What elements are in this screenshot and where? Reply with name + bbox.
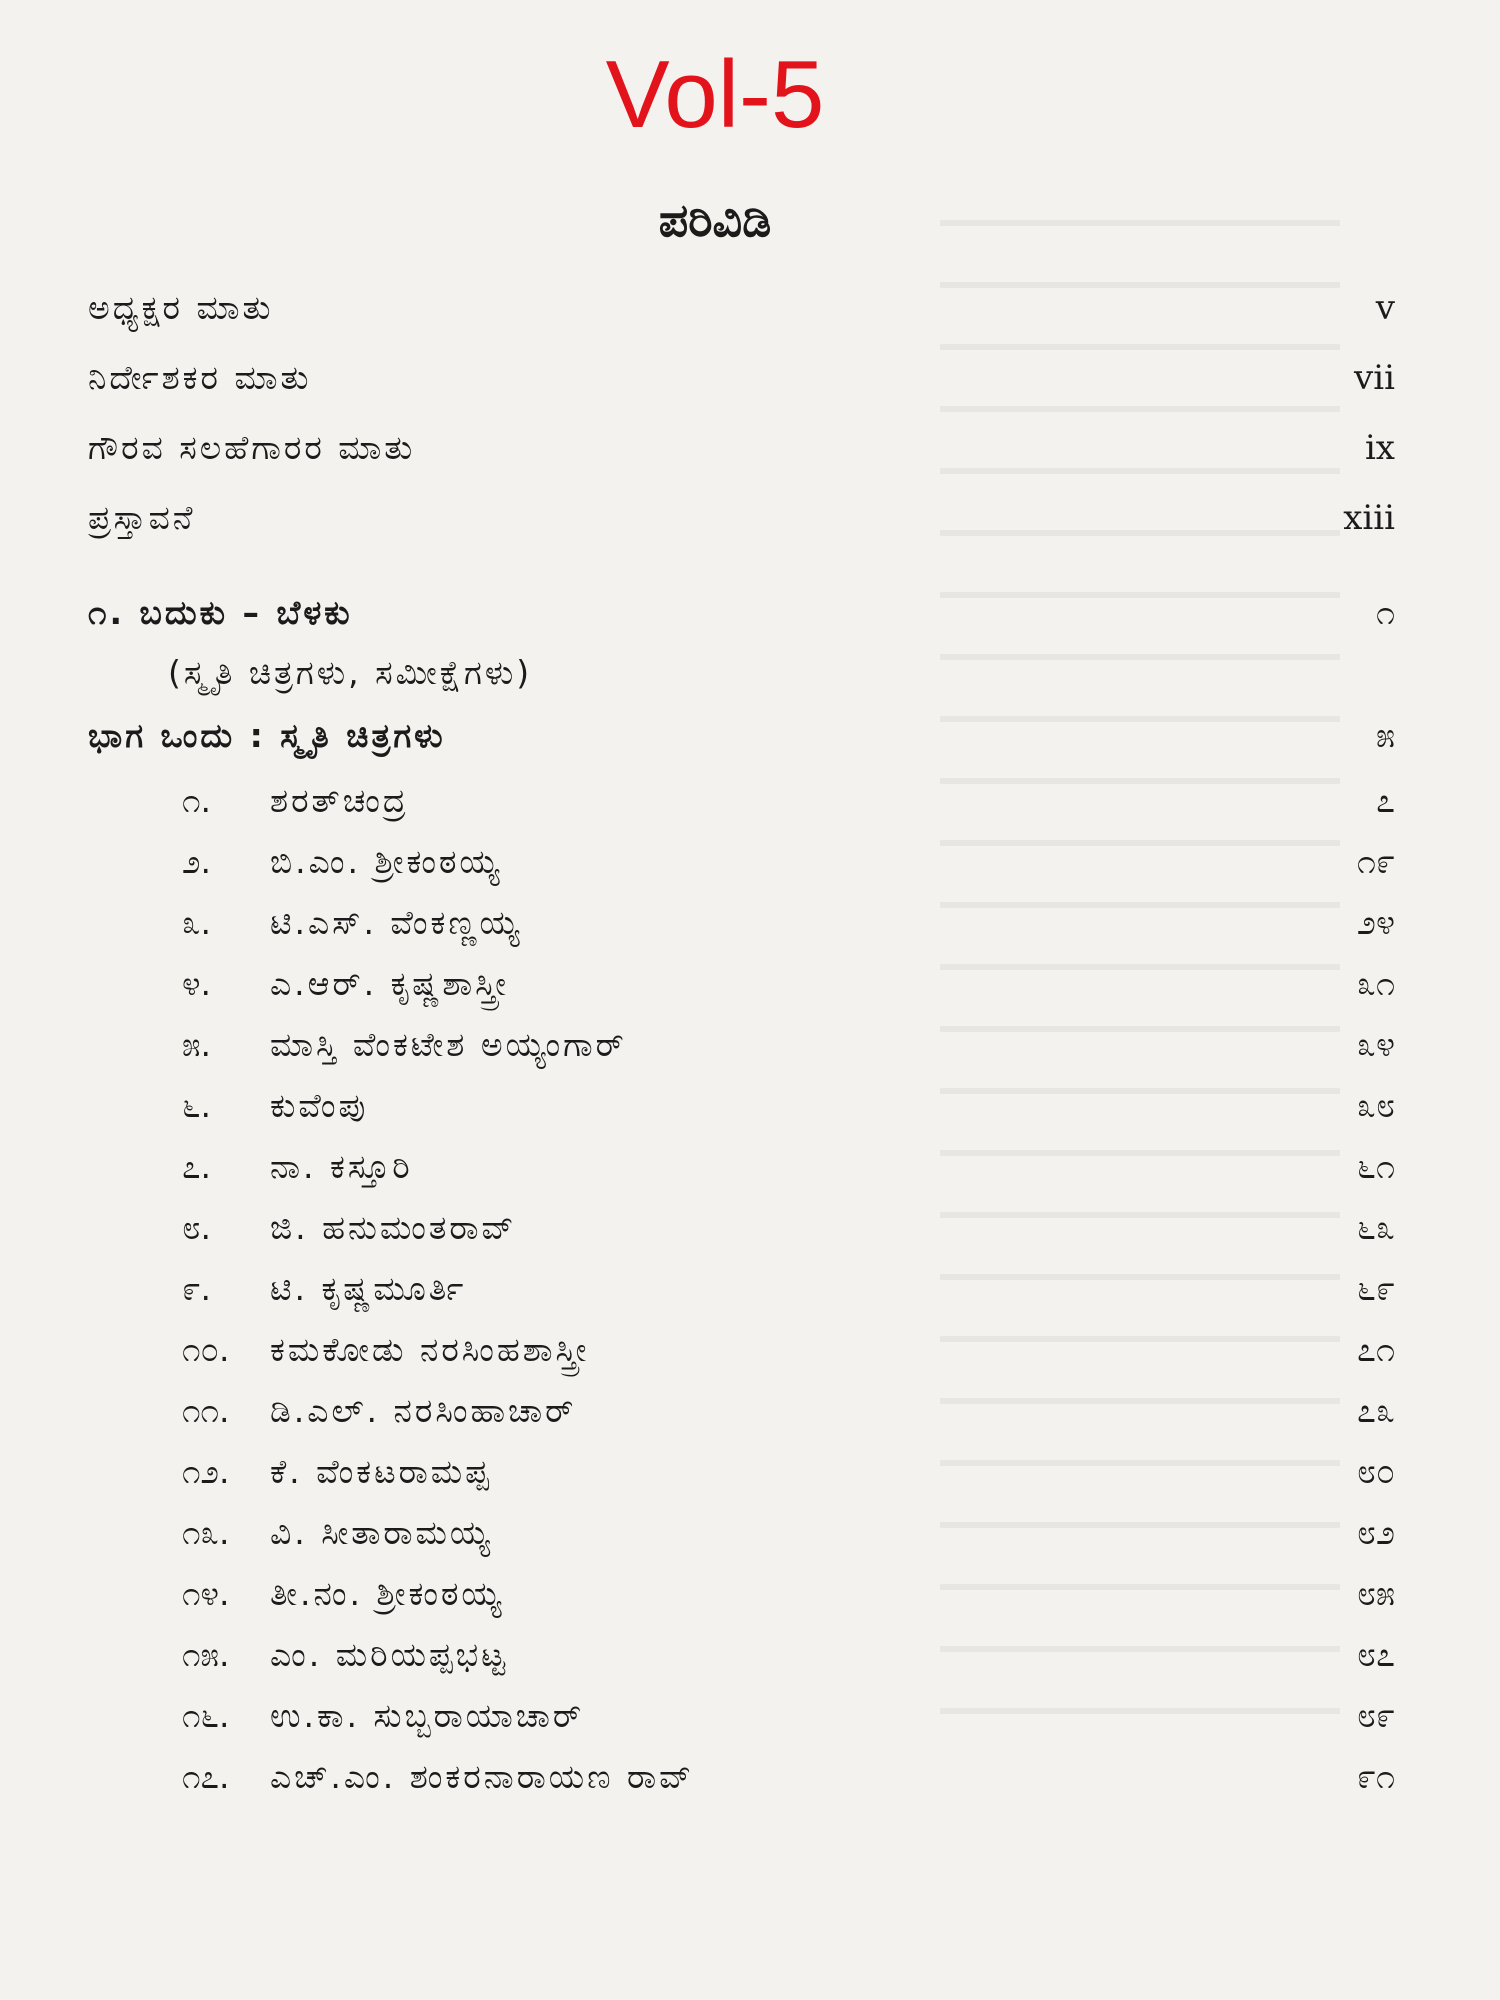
toc-page-number: ೮೯	[1356, 1696, 1395, 1736]
toc-entry-title: ಗೌರವ ಸಲಹೆಗಾರರ ಮಾತು	[88, 428, 416, 467]
entry-number: ೧೬.	[182, 1696, 230, 1735]
toc-page-number: ೫	[1375, 716, 1395, 756]
entry-number: ೧೫.	[182, 1635, 230, 1674]
entry-number: ೯.	[182, 1269, 211, 1308]
toc-page-number: ೬೩	[1356, 1208, 1395, 1248]
toc-entry-title: ಜಿ. ಹನುಮಂತರಾವ್	[270, 1208, 517, 1247]
entry-number: ೧೧.	[182, 1391, 230, 1430]
toc-page-number: ೭೩	[1356, 1391, 1395, 1431]
toc-page-number: ೩೪	[1356, 1025, 1395, 1065]
toc-page-number: ೭೧	[1356, 1330, 1395, 1370]
toc-page-number: ೮೨	[1356, 1513, 1395, 1553]
toc-row-entry-10[interactable]	[0, 1322, 1500, 1378]
toc-row-entry-3[interactable]	[0, 895, 1500, 951]
toc-page-number: ೮೦	[1356, 1452, 1395, 1492]
entry-number: ೭.	[182, 1147, 211, 1186]
toc-row-front-4[interactable]	[0, 490, 1500, 546]
entry-number: ೬.	[182, 1086, 211, 1125]
toc-row-entry-12[interactable]	[0, 1444, 1500, 1500]
toc-row-entry-17[interactable]	[0, 1749, 1500, 1805]
toc-page-number: ೩೧	[1356, 964, 1395, 1004]
toc-page-number: ೬೧	[1356, 1147, 1395, 1187]
toc-entry-title: ಎಚ್.ಎಂ. ಶಂಕರನಾರಾಯಣ ರಾವ್	[270, 1757, 695, 1796]
toc-row-entry-13[interactable]	[0, 1505, 1500, 1561]
toc-page-number: ೯೧	[1356, 1757, 1395, 1797]
toc-row-entry-14[interactable]	[0, 1566, 1500, 1622]
section-subtitle-row	[0, 645, 1500, 701]
entry-number: ೧೦.	[182, 1330, 230, 1369]
toc-page-number: ೩೮	[1356, 1086, 1395, 1126]
toc-entry-title: ವಿ. ಸೀತಾರಾಮಯ್ಯ	[270, 1513, 493, 1552]
toc-page-number: vii	[1354, 358, 1395, 398]
toc-entry-title: ಡಿ.ಎಲ್. ನರಸಿಂಹಾಚಾರ್	[270, 1391, 577, 1430]
toc-page-number: ೭	[1375, 781, 1395, 821]
toc-entry-title: ಅಧ್ಯಕ್ಷರ ಮಾತು	[88, 288, 274, 327]
toc-page-number: ix	[1364, 428, 1395, 468]
toc-entry-title: ನಿರ್ದೇಶಕರ ಮಾತು	[88, 358, 312, 397]
entry-number: ೧೨.	[182, 1452, 230, 1491]
toc-entry-title: ತೀ.ನಂ. ಶ್ರೀಕಂಠಯ್ಯ	[270, 1574, 505, 1613]
toc-row-entry-4[interactable]	[0, 956, 1500, 1012]
toc-entry-title: ಉ.ಕಾ. ಸುಬ್ಬರಾಯಾಚಾರ್	[270, 1696, 585, 1735]
toc-entry-title: ಮಾಸ್ತಿ ವೆಂಕಟೇಶ ಅಯ್ಯಂಗಾರ್	[270, 1025, 627, 1064]
toc-row-section[interactable]	[0, 585, 1500, 641]
toc-row-entry-16[interactable]	[0, 1688, 1500, 1744]
toc-row-entry-5[interactable]	[0, 1017, 1500, 1073]
entry-number: ೧.	[182, 781, 211, 820]
toc-row-entry-8[interactable]	[0, 1200, 1500, 1256]
entry-number: ೧೪.	[182, 1574, 230, 1613]
entry-number: ೩.	[182, 903, 211, 942]
entry-number: ೨.	[182, 842, 211, 881]
toc-entry-title: ಕಮಕೋಡು ನರಸಿಂಹಶಾಸ್ತ್ರೀ	[270, 1330, 590, 1369]
page-title: ಪರಿವಿಡಿ	[658, 193, 772, 247]
section-title: ೧. ಬದುಕು – ಬೆಳಕು	[88, 593, 353, 632]
toc-row-part[interactable]	[0, 708, 1500, 764]
toc-row-entry-2[interactable]	[0, 834, 1500, 890]
toc-row-front-2[interactable]	[0, 350, 1500, 406]
toc-entry-title: ಬಿ.ಎಂ. ಶ್ರೀಕಂಠಯ್ಯ	[270, 842, 503, 881]
entry-number: ೮.	[182, 1208, 211, 1247]
toc-row-front-1[interactable]	[0, 280, 1500, 336]
toc-row-entry-7[interactable]	[0, 1139, 1500, 1195]
toc-page-number: ೬೯	[1356, 1269, 1395, 1309]
entry-number: ೫.	[182, 1025, 211, 1064]
entry-number: ೧೭.	[182, 1757, 230, 1796]
toc-row-entry-15[interactable]	[0, 1627, 1500, 1683]
toc-page-number: ೮೫	[1356, 1574, 1395, 1614]
toc-entry-title: ಶರತ್‌ಚಂದ್ರ	[270, 781, 409, 820]
toc-entry-title: ಟಿ.ಎಸ್. ವೆಂಕಣ್ಣಯ್ಯ	[270, 903, 523, 942]
toc-entry-title: ಪ್ರಸ್ತಾವನೆ	[88, 498, 196, 537]
toc-page-number: ೨೪	[1356, 903, 1395, 943]
toc-page-number: ೧	[1375, 593, 1395, 633]
toc-page-number: ೧೯	[1356, 842, 1395, 882]
toc-entry-title: ನಾ. ಕಸ್ತೂರಿ	[270, 1147, 413, 1186]
toc-entry-title: ಕುವೆಂಪು	[270, 1086, 369, 1125]
volume-label: Vol-5	[605, 41, 825, 148]
entry-number: ೧೩.	[182, 1513, 230, 1552]
toc-row-entry-9[interactable]	[0, 1261, 1500, 1317]
section-subtitle: (ಸ್ಮೃತಿ ಚಿತ್ರಗಳು, ಸಮೀಕ್ಷೆಗಳು)	[168, 653, 533, 692]
part-title: ಭಾಗ ಒಂದು : ಸ್ಮೃತಿ ಚಿತ್ರಗಳು	[88, 716, 446, 755]
entry-number: ೪.	[182, 964, 211, 1003]
toc-entry-title: ಎಂ. ಮರಿಯಪ್ಪಭಟ್ಟ	[270, 1635, 509, 1674]
toc-entry-title: ಎ.ಆರ್. ಕೃಷ್ಣಶಾಸ್ತ್ರೀ	[270, 964, 509, 1003]
toc-row-front-3[interactable]	[0, 420, 1500, 476]
toc-row-entry-6[interactable]	[0, 1078, 1500, 1134]
toc-page-number: xiii	[1343, 498, 1395, 538]
toc-page-number: v	[1375, 288, 1395, 328]
toc-entry-title: ಕೆ. ವೆಂಕಟರಾಮಪ್ಪ	[270, 1452, 492, 1491]
toc-page-number: ೮೭	[1356, 1635, 1395, 1675]
toc-row-entry-11[interactable]	[0, 1383, 1500, 1439]
toc-row-entry-1[interactable]	[0, 773, 1500, 829]
toc-entry-title: ಟಿ. ಕೃಷ್ಣಮೂರ್ತಿ	[270, 1269, 467, 1308]
